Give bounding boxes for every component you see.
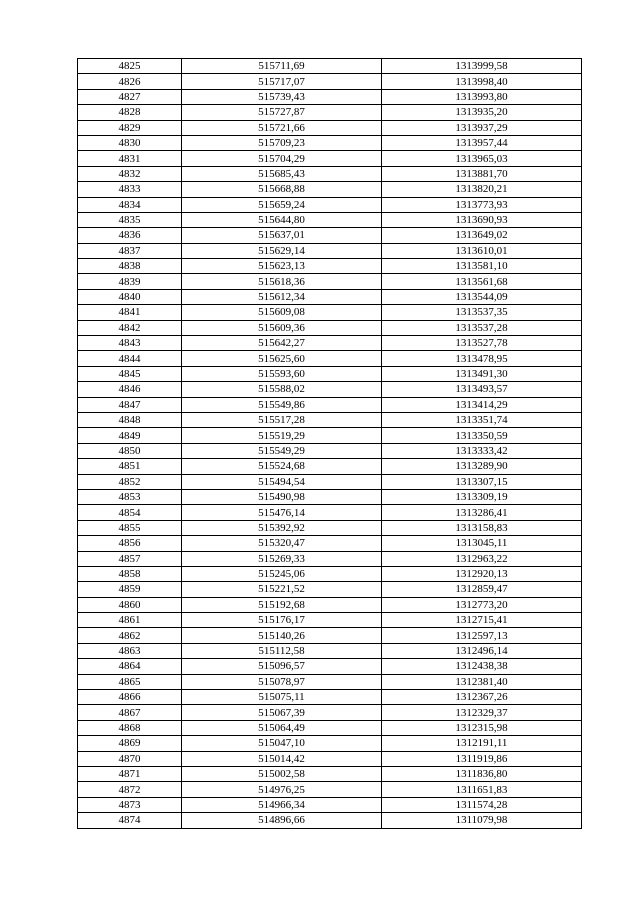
x-coordinate-cell: 515067,39	[182, 705, 382, 720]
point-number-cell: 4856	[78, 536, 182, 551]
table-row	[78, 582, 582, 597]
point-number-cell: 4857	[78, 551, 182, 566]
y-coordinate-cell: 1313820,21	[382, 182, 582, 197]
table-row	[78, 320, 582, 335]
y-coordinate-cell: 1312715,41	[382, 613, 582, 628]
x-coordinate-cell: 515618,36	[182, 274, 382, 289]
y-coordinate-cell: 1313581,10	[382, 259, 582, 274]
y-coordinate-cell: 1313561,68	[382, 274, 582, 289]
point-number-cell: 4871	[78, 766, 182, 781]
y-coordinate-cell: 1313333,42	[382, 443, 582, 458]
y-coordinate-cell: 1312381,40	[382, 674, 582, 689]
table-row	[78, 74, 582, 89]
point-number-cell: 4864	[78, 659, 182, 674]
point-number-cell: 4833	[78, 182, 182, 197]
x-coordinate-cell: 515064,49	[182, 720, 382, 735]
point-number-cell: 4851	[78, 459, 182, 474]
point-number-cell: 4868	[78, 720, 182, 735]
x-coordinate-cell: 515549,29	[182, 443, 382, 458]
point-number-cell: 4831	[78, 151, 182, 166]
table-row	[78, 305, 582, 320]
point-number-cell: 4847	[78, 397, 182, 412]
y-coordinate-cell: 1313414,29	[382, 397, 582, 412]
y-coordinate-cell: 1313993,80	[382, 89, 582, 104]
y-coordinate-cell: 1312191,11	[382, 736, 582, 751]
point-number-cell: 4840	[78, 289, 182, 304]
point-number-cell: 4837	[78, 243, 182, 258]
x-coordinate-cell: 515721,66	[182, 120, 382, 135]
y-coordinate-cell: 1312920,13	[382, 566, 582, 581]
y-coordinate-cell: 1313309,19	[382, 489, 582, 504]
x-coordinate-cell: 515002,58	[182, 766, 382, 781]
coordinates-table-body	[78, 59, 582, 829]
table-row	[78, 797, 582, 812]
point-number-cell: 4849	[78, 428, 182, 443]
point-number-cell: 4850	[78, 443, 182, 458]
table-row	[78, 412, 582, 427]
table-row	[78, 736, 582, 751]
x-coordinate-cell: 515192,68	[182, 597, 382, 612]
point-number-cell: 4848	[78, 412, 182, 427]
table-row	[78, 536, 582, 551]
y-coordinate-cell: 1313286,41	[382, 505, 582, 520]
point-number-cell: 4841	[78, 305, 182, 320]
point-number-cell: 4859	[78, 582, 182, 597]
table-row	[78, 628, 582, 643]
y-coordinate-cell: 1312859,47	[382, 582, 582, 597]
point-number-cell: 4842	[78, 320, 182, 335]
table-row	[78, 690, 582, 705]
table-row	[78, 289, 582, 304]
y-coordinate-cell: 1312963,22	[382, 551, 582, 566]
point-number-cell: 4835	[78, 212, 182, 227]
point-number-cell: 4826	[78, 74, 182, 89]
point-number-cell: 4858	[78, 566, 182, 581]
table-row	[78, 674, 582, 689]
y-coordinate-cell: 1313350,59	[382, 428, 582, 443]
table-row	[78, 459, 582, 474]
y-coordinate-cell: 1313289,90	[382, 459, 582, 474]
y-coordinate-cell: 1312367,26	[382, 690, 582, 705]
x-coordinate-cell: 515519,29	[182, 428, 382, 443]
x-coordinate-cell: 515494,54	[182, 474, 382, 489]
x-coordinate-cell: 515078,97	[182, 674, 382, 689]
table-row	[78, 120, 582, 135]
x-coordinate-cell: 515623,13	[182, 259, 382, 274]
x-coordinate-cell: 514896,66	[182, 813, 382, 828]
x-coordinate-cell: 515593,60	[182, 366, 382, 381]
x-coordinate-cell: 515476,14	[182, 505, 382, 520]
table-row	[78, 151, 582, 166]
y-coordinate-cell: 1313998,40	[382, 74, 582, 89]
point-number-cell: 4825	[78, 59, 182, 74]
table-row	[78, 105, 582, 120]
x-coordinate-cell: 515269,33	[182, 551, 382, 566]
y-coordinate-cell: 1313493,57	[382, 382, 582, 397]
point-number-cell: 4870	[78, 751, 182, 766]
table-row	[78, 274, 582, 289]
table-row	[78, 751, 582, 766]
point-number-cell: 4832	[78, 166, 182, 181]
table-row	[78, 259, 582, 274]
table-row	[78, 813, 582, 828]
point-number-cell: 4855	[78, 520, 182, 535]
x-coordinate-cell: 515685,43	[182, 166, 382, 181]
x-coordinate-cell: 515320,47	[182, 536, 382, 551]
x-coordinate-cell: 515047,10	[182, 736, 382, 751]
point-number-cell: 4827	[78, 89, 182, 104]
table-row	[78, 135, 582, 150]
table-row	[78, 766, 582, 781]
y-coordinate-cell: 1312496,14	[382, 643, 582, 658]
point-number-cell: 4854	[78, 505, 182, 520]
point-number-cell: 4834	[78, 197, 182, 212]
x-coordinate-cell: 515709,23	[182, 135, 382, 150]
y-coordinate-cell: 1313881,70	[382, 166, 582, 181]
point-number-cell: 4862	[78, 628, 182, 643]
x-coordinate-cell: 515609,36	[182, 320, 382, 335]
x-coordinate-cell: 515221,52	[182, 582, 382, 597]
x-coordinate-cell: 514966,34	[182, 797, 382, 812]
point-number-cell: 4869	[78, 736, 182, 751]
y-coordinate-cell: 1311574,28	[382, 797, 582, 812]
x-coordinate-cell: 515644,80	[182, 212, 382, 227]
table-row	[78, 659, 582, 674]
table-row	[78, 243, 582, 258]
point-number-cell: 4865	[78, 674, 182, 689]
point-number-cell: 4860	[78, 597, 182, 612]
x-coordinate-cell: 515727,87	[182, 105, 382, 120]
point-number-cell: 4838	[78, 259, 182, 274]
table-row	[78, 89, 582, 104]
x-coordinate-cell: 515014,42	[182, 751, 382, 766]
table-row	[78, 228, 582, 243]
point-number-cell: 4846	[78, 382, 182, 397]
x-coordinate-cell: 515245,06	[182, 566, 382, 581]
y-coordinate-cell: 1313773,93	[382, 197, 582, 212]
y-coordinate-cell: 1313999,58	[382, 59, 582, 74]
y-coordinate-cell: 1311079,98	[382, 813, 582, 828]
y-coordinate-cell: 1313158,83	[382, 520, 582, 535]
x-coordinate-cell: 515112,58	[182, 643, 382, 658]
y-coordinate-cell: 1313690,93	[382, 212, 582, 227]
x-coordinate-cell: 515524,68	[182, 459, 382, 474]
x-coordinate-cell: 515637,01	[182, 228, 382, 243]
y-coordinate-cell: 1312597,13	[382, 628, 582, 643]
y-coordinate-cell: 1313478,95	[382, 351, 582, 366]
table-row	[78, 336, 582, 351]
point-number-cell: 4853	[78, 489, 182, 504]
y-coordinate-cell: 1313045,11	[382, 536, 582, 551]
x-coordinate-cell: 515739,43	[182, 89, 382, 104]
table-row	[78, 443, 582, 458]
x-coordinate-cell: 515140,26	[182, 628, 382, 643]
y-coordinate-cell: 1311651,83	[382, 782, 582, 797]
y-coordinate-cell: 1311919,86	[382, 751, 582, 766]
x-coordinate-cell: 515096,57	[182, 659, 382, 674]
point-number-cell: 4845	[78, 366, 182, 381]
x-coordinate-cell: 515668,88	[182, 182, 382, 197]
y-coordinate-cell: 1313537,28	[382, 320, 582, 335]
y-coordinate-cell: 1312773,20	[382, 597, 582, 612]
x-coordinate-cell: 515609,08	[182, 305, 382, 320]
point-number-cell: 4844	[78, 351, 182, 366]
y-coordinate-cell: 1313649,02	[382, 228, 582, 243]
table-row	[78, 59, 582, 74]
point-number-cell: 4852	[78, 474, 182, 489]
x-coordinate-cell: 515704,29	[182, 151, 382, 166]
table-row	[78, 566, 582, 581]
x-coordinate-cell: 515659,24	[182, 197, 382, 212]
y-coordinate-cell: 1312329,37	[382, 705, 582, 720]
table-row	[78, 382, 582, 397]
point-number-cell: 4863	[78, 643, 182, 658]
table-row	[78, 474, 582, 489]
point-number-cell: 4839	[78, 274, 182, 289]
point-number-cell: 4829	[78, 120, 182, 135]
table-row	[78, 505, 582, 520]
y-coordinate-cell: 1313491,30	[382, 366, 582, 381]
x-coordinate-cell: 515629,14	[182, 243, 382, 258]
table-row	[78, 489, 582, 504]
x-coordinate-cell: 515075,11	[182, 690, 382, 705]
table-row	[78, 782, 582, 797]
y-coordinate-cell: 1313537,35	[382, 305, 582, 320]
y-coordinate-cell: 1313957,44	[382, 135, 582, 150]
y-coordinate-cell: 1313965,03	[382, 151, 582, 166]
y-coordinate-cell: 1313527,78	[382, 336, 582, 351]
point-number-cell: 4873	[78, 797, 182, 812]
table-row	[78, 720, 582, 735]
table-row	[78, 643, 582, 658]
x-coordinate-cell: 515176,17	[182, 613, 382, 628]
point-number-cell: 4830	[78, 135, 182, 150]
point-number-cell: 4861	[78, 613, 182, 628]
x-coordinate-cell: 515588,02	[182, 382, 382, 397]
x-coordinate-cell: 515517,28	[182, 412, 382, 427]
x-coordinate-cell: 515711,69	[182, 59, 382, 74]
table-row	[78, 197, 582, 212]
point-number-cell: 4836	[78, 228, 182, 243]
table-row	[78, 366, 582, 381]
table-row	[78, 212, 582, 227]
x-coordinate-cell: 515612,34	[182, 289, 382, 304]
point-number-cell: 4866	[78, 690, 182, 705]
table-row	[78, 705, 582, 720]
coordinates-table	[77, 58, 582, 829]
table-row	[78, 166, 582, 181]
table-row	[78, 397, 582, 412]
y-coordinate-cell: 1312315,98	[382, 720, 582, 735]
x-coordinate-cell: 515642,27	[182, 336, 382, 351]
x-coordinate-cell: 515625,60	[182, 351, 382, 366]
y-coordinate-cell: 1313935,20	[382, 105, 582, 120]
table-row	[78, 597, 582, 612]
y-coordinate-cell: 1312438,38	[382, 659, 582, 674]
x-coordinate-cell: 515549,86	[182, 397, 382, 412]
x-coordinate-cell: 515717,07	[182, 74, 382, 89]
y-coordinate-cell: 1313307,15	[382, 474, 582, 489]
table-row	[78, 520, 582, 535]
point-number-cell: 4872	[78, 782, 182, 797]
y-coordinate-cell: 1311836,80	[382, 766, 582, 781]
y-coordinate-cell: 1313351,74	[382, 412, 582, 427]
table-row	[78, 428, 582, 443]
y-coordinate-cell: 1313610,01	[382, 243, 582, 258]
point-number-cell: 4843	[78, 336, 182, 351]
y-coordinate-cell: 1313544,09	[382, 289, 582, 304]
table-row	[78, 182, 582, 197]
table-row	[78, 551, 582, 566]
table-row	[78, 613, 582, 628]
table-row	[78, 351, 582, 366]
x-coordinate-cell: 515392,92	[182, 520, 382, 535]
point-number-cell: 4867	[78, 705, 182, 720]
x-coordinate-cell: 514976,25	[182, 782, 382, 797]
point-number-cell: 4874	[78, 813, 182, 828]
point-number-cell: 4828	[78, 105, 182, 120]
document-page	[77, 58, 581, 829]
y-coordinate-cell: 1313937,29	[382, 120, 582, 135]
x-coordinate-cell: 515490,98	[182, 489, 382, 504]
